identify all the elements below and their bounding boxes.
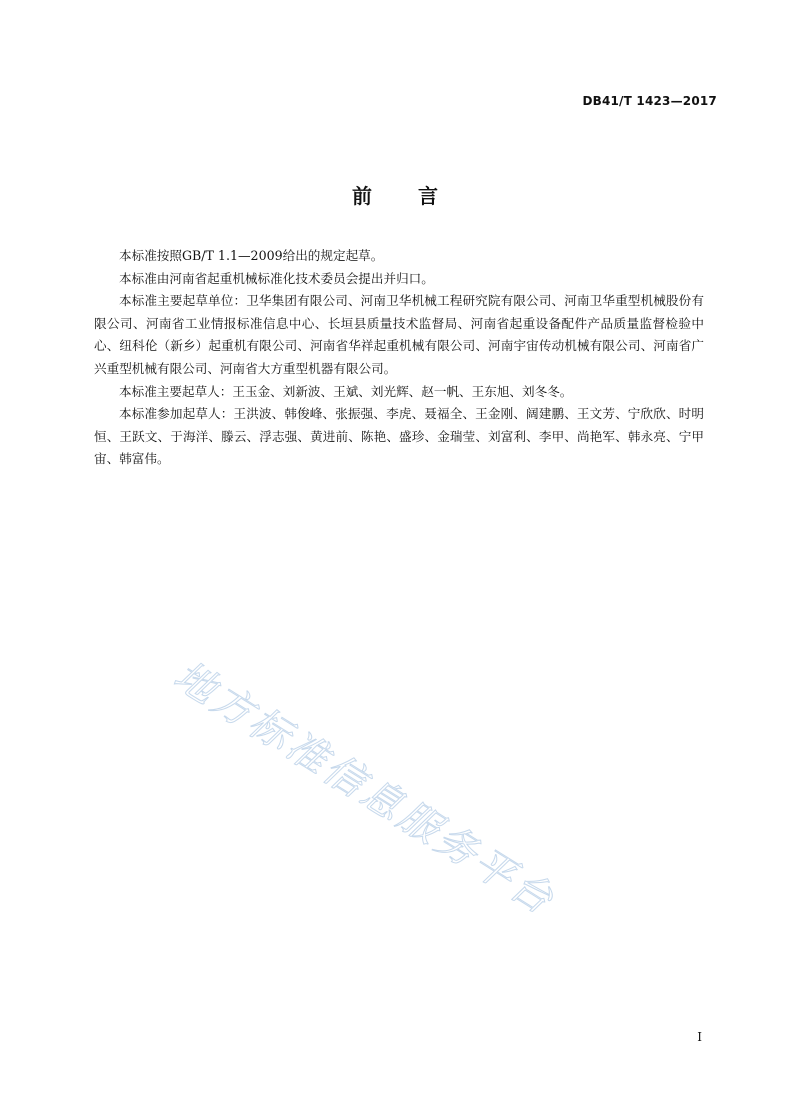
title-char-2: 言 [418, 184, 440, 208]
paragraph-proposer: 本标准由河南省起重机械标准化技术委员会提出并归口。 [119, 270, 434, 286]
document-code: DB41/T 1423—2017 [582, 94, 717, 108]
page-title [0, 180, 792, 209]
paragraph-main-drafters: 本标准主要起草人：王玉金、刘新波、王斌、刘光辉、赵一帆、王东旭、刘冬冬。 [119, 383, 573, 399]
watermark: 地方标准信息服务平台 [165, 652, 564, 925]
page-number: I [697, 1030, 702, 1044]
paragraph-participating-drafters: 本标准参加起草人：王洪波、韩俊峰、张振强、李虎、聂福全、王金刚、阔建鹏、王文芳、宁欣欣、时明恒、王跃文、于海洋、滕云、浮志强、黄进前、陈艳、盛珍、金瑞莹、刘富利、李甲、尚艳军、韩永亮、宁甲宙、韩富伟。 [94, 406, 704, 467]
paragraph-drafting-units: 本标准主要起草单位：卫华集团有限公司、河南卫华机械工程研究院有限公司、河南卫华重型机械股份有限公司、河南省工业情报标准信息中心、长垣县质量技术监督局、河南省起重设备配件产品质量监督检验中心、纽科伦（新乡）起重机有限公司、河南省华祥起重机械有限公司、河南宇宙传动机械有限公司、河南省广兴重型机械有限公司、河南省大方重型机器有限公司。 [94, 293, 704, 376]
title-char-1: 前 [352, 184, 374, 208]
paragraph-drafting-rules: 本标准按照GB/T 1.1—2009给出的规定起草。 [119, 248, 384, 263]
foreword-body [94, 245, 704, 471]
